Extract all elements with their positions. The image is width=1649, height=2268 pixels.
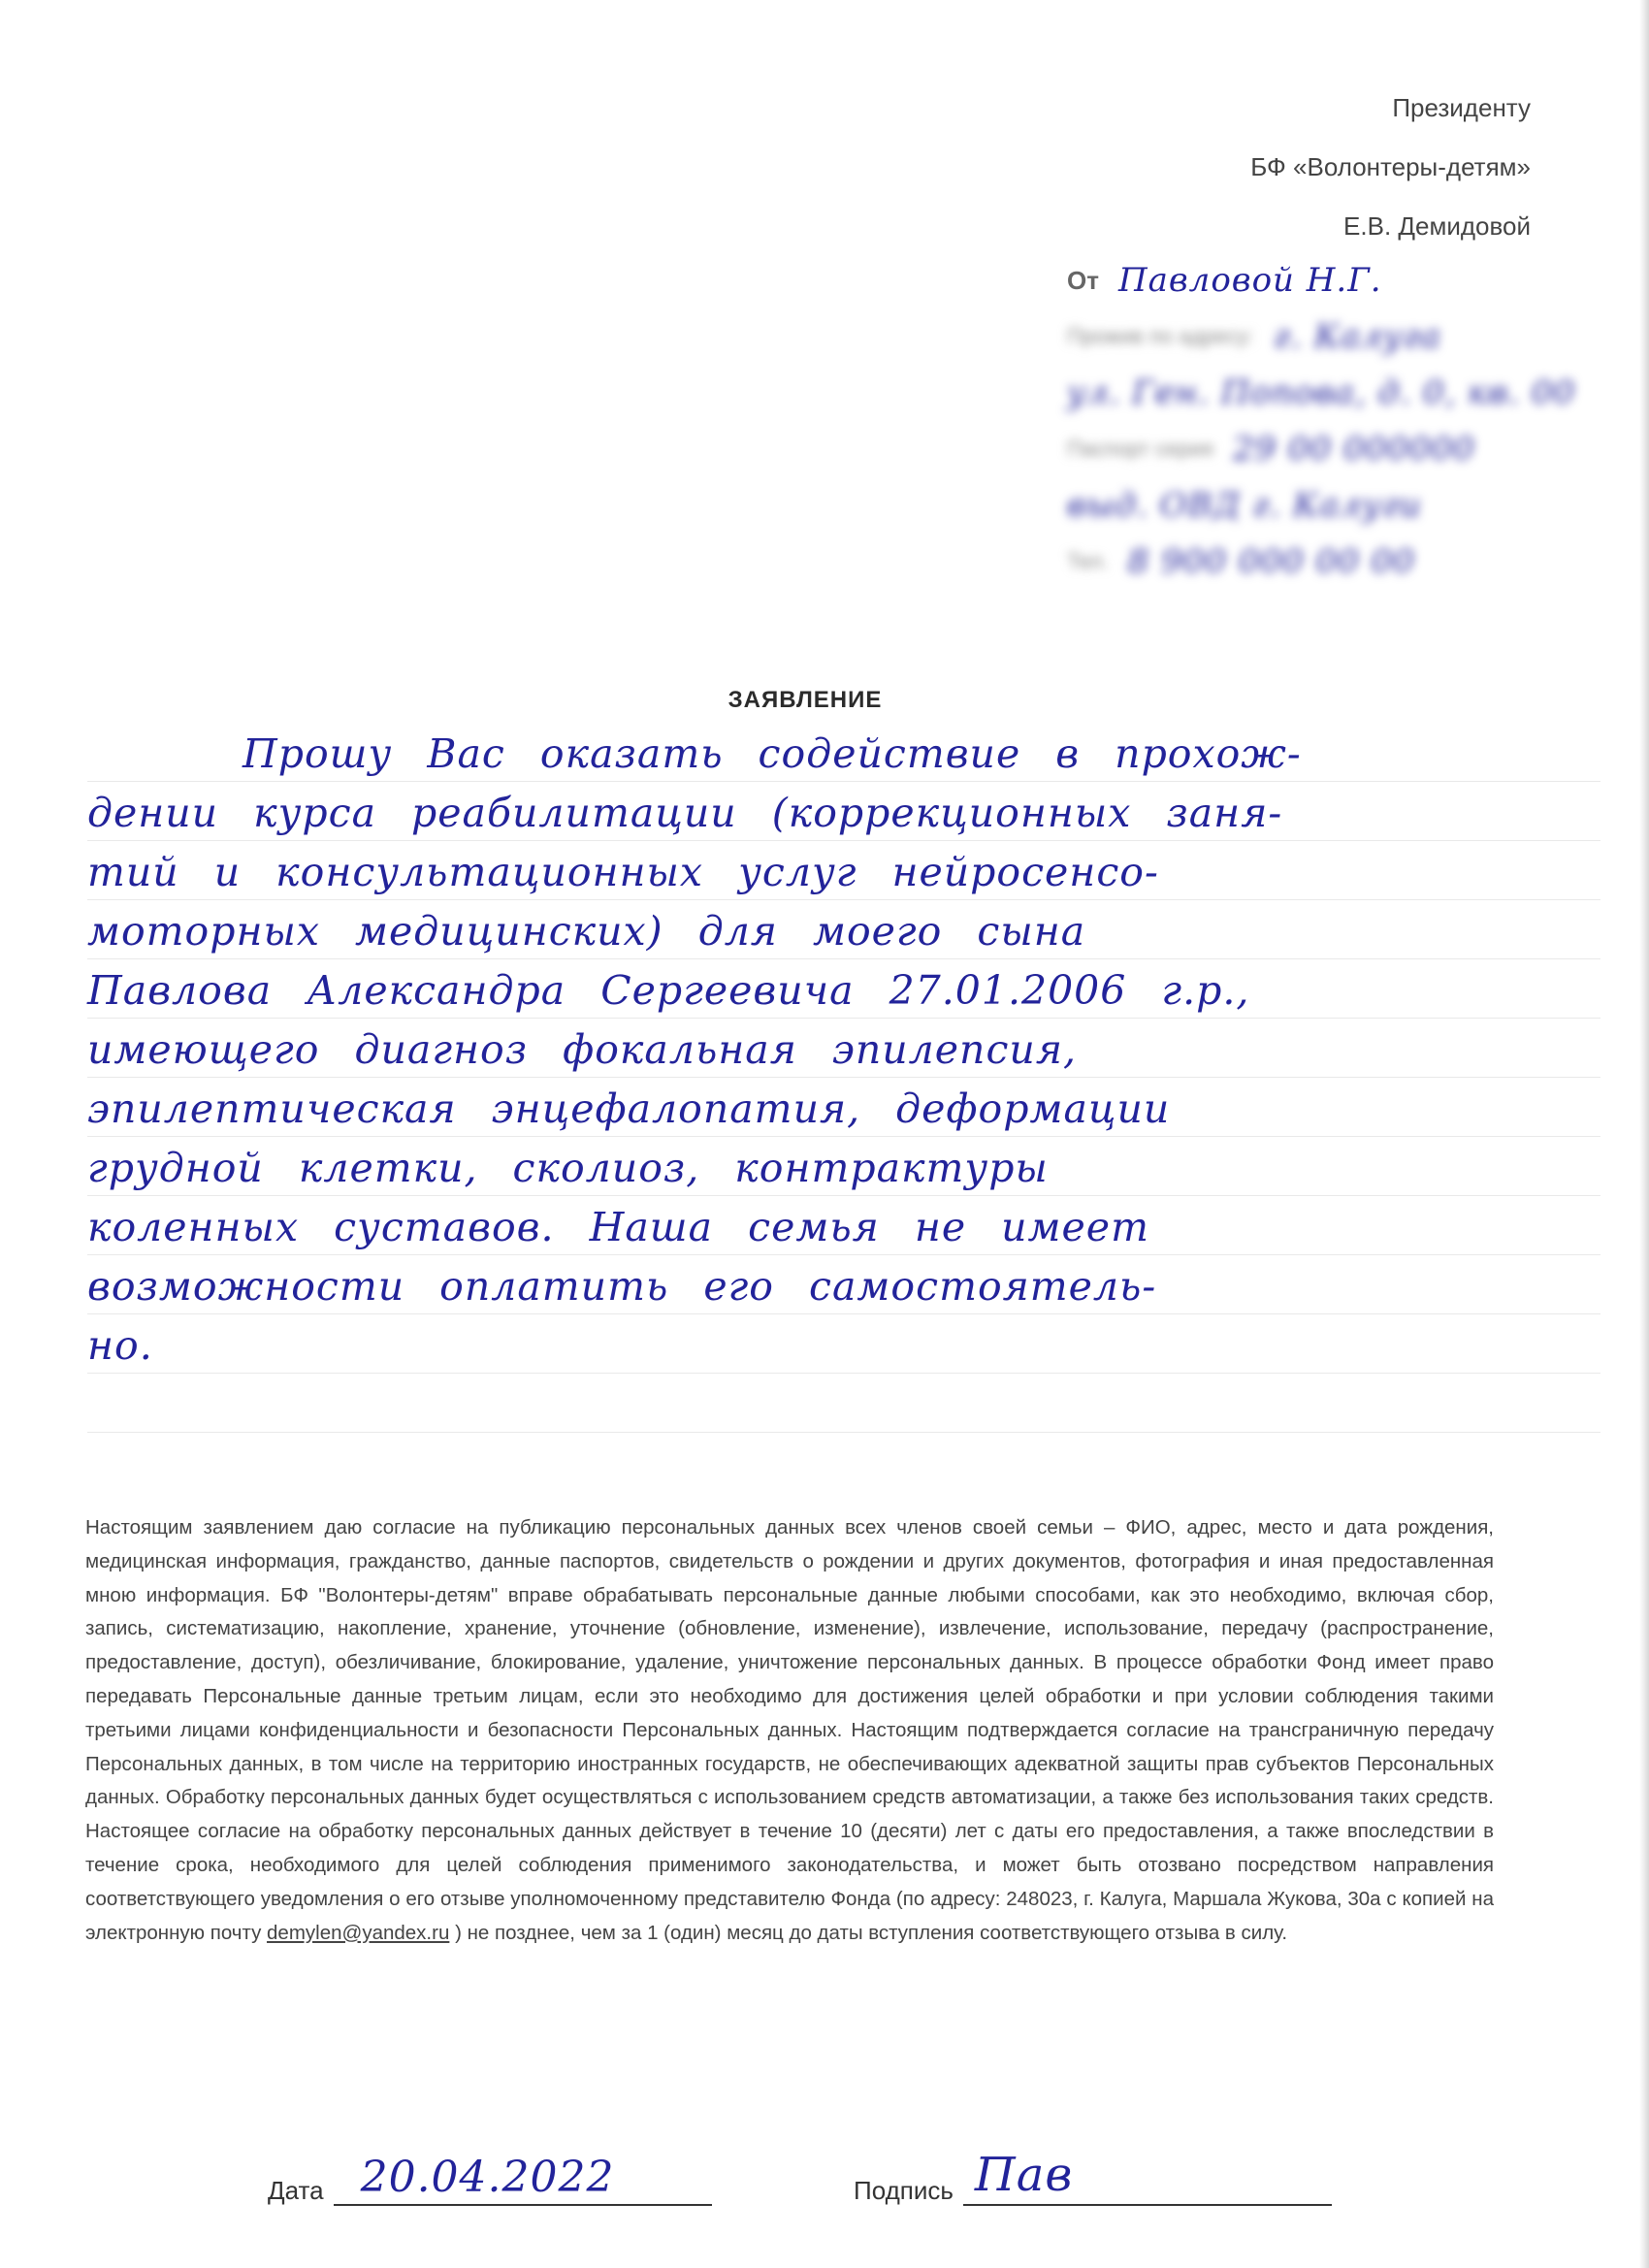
consent-text: Настоящим заявлением даю согласие на публикацию персональных данных всех членов своей семьи – ФИО, адрес, место и дата рождения, медицинская информация, гражданство, данные паспортов, свидетельств о рождении и других документов, фотография и иная предоставленная мною информация. БФ "Волонтеры-детям" вправе обрабатывать персональные данные любыми способами, как это необходимо, включая сбор, запись, систематизацию, накопление, хранение, уточнение (обновление, изменение), извлечение, использование, передачу (распространение, предоставление, доступ), обезличивание, блокирование, удаление, уничтожение персональных данных. В процессе обработки Фонд имеет право передавать Персональные данные третьим лицам, если это необходимо для достижения целей обработки и при условии соблюдения такими третьими лицами конфиденциальности и безопасности Персональных данных. Настоящим подтверждается согласие на трансграничную передачу Персональных данных, в том числе на территорию иностранных государств, не обеспечивающих адекватной защиты прав субъектов Персональных данных. Обработку персональных данных будет осуществляться с использованием средств автоматизации, а также без использования таких средств. Настоящее согласие на обработку персональных данных действует в течение 10 (десяти) лет с даты его предоставления, а также впоследствии в течение срока, необходимого для целей соблюдения применимого законодательства, и может быть отозвано посредством направления соответствующего уведомления о его отзыве уполномоченному представителю Фонда (по адресу: 248023, г. Калуга, Маршала Жукова, 30а с копией на электронную почту	[85, 1516, 1494, 1944]
statement-text: Прошу Вас оказать содействие в прохож-	[242, 730, 1302, 777]
passport-value-1: 29 00 000000	[1232, 430, 1475, 469]
addressee-name: Е.В. Демидовой	[1343, 211, 1531, 241]
sender-address-row	[1067, 308, 1571, 365]
document-title: ЗАЯВЛЕНИЕ	[728, 687, 883, 713]
statement-line	[87, 1196, 1600, 1255]
sender-block	[1067, 252, 1576, 590]
consent-email-link[interactable]: demylen@yandex.ru	[267, 1921, 450, 1944]
from-label: От	[1067, 265, 1099, 295]
date-label: Дата	[268, 2176, 324, 2205]
date-value: 20.04.2022	[360, 2153, 615, 2202]
scan-edge-shadow	[1639, 0, 1649, 2268]
statement-text: коленных суставов. Наша семья не имеет	[87, 1204, 1149, 1250]
statement-line	[87, 1019, 1600, 1078]
statement-body	[87, 723, 1600, 1433]
signature-field	[854, 2148, 1332, 2206]
sender-from-row	[1067, 252, 1571, 308]
statement-line	[87, 841, 1600, 900]
passport-label: Паспорт серия	[1067, 437, 1213, 461]
phone-label: Тел.	[1067, 549, 1109, 573]
statement-text: имеющего диагноз фокальная эпилепсия,	[87, 1026, 1077, 1073]
statement-text: но.	[87, 1322, 153, 1369]
sender-passport-row	[1067, 421, 1571, 477]
signature-label: Подпись	[854, 2176, 954, 2205]
consent-text-end: ) не позднее, чем за 1 (один) месяц до даты вступления соответствующего отзыва в силу.	[455, 1921, 1288, 1944]
statement-line	[87, 782, 1600, 841]
signature-row	[0, 2142, 1649, 2219]
statement-text: дении курса реабилитации (коррекционных заня-	[87, 790, 1283, 836]
date-line	[334, 2153, 712, 2206]
statement-line	[87, 1314, 1600, 1374]
phone-value: 8 900 000 00 00	[1127, 542, 1415, 581]
statement-text: Павлова Александра Сергеевича 27.01.2006 г.р.,	[87, 967, 1250, 1014]
address-value-2: ул. Ген. Попова, д. 0, кв. 00	[1067, 373, 1576, 412]
address-label: Прожив по адресу:	[1067, 324, 1254, 348]
statement-text: моторных медицинских) для моего сына	[87, 908, 1086, 955]
passport-value-2: выд. ОВД г. Калуги	[1067, 486, 1422, 525]
signature-line	[963, 2148, 1332, 2206]
addressee-title: Президенту	[1392, 93, 1531, 122]
statement-text: тий и консультационных услуг нейросенсо-	[87, 849, 1159, 895]
address-value-1: г. Калуга	[1273, 317, 1441, 356]
signature-value: Пав	[974, 2148, 1074, 2202]
consent-paragraph	[85, 1511, 1494, 1950]
sender-passport-row-2	[1067, 477, 1571, 534]
sender-address-row-2	[1067, 365, 1576, 421]
statement-text: грудной клетки, сколиоз, контрактуры	[87, 1145, 1049, 1191]
statement-line	[87, 1078, 1600, 1137]
statement-text: эпилептическая энцефалопатия, деформации	[87, 1085, 1171, 1132]
date-field	[268, 2153, 712, 2206]
statement-text: возможности оплатить его самостоятель-	[87, 1263, 1157, 1310]
statement-line	[87, 723, 1600, 782]
from-value: Павловой Н.Г.	[1117, 261, 1382, 300]
statement-line	[87, 1137, 1600, 1196]
statement-line	[87, 900, 1600, 959]
sender-redacted-details	[1067, 308, 1576, 590]
statement-line	[87, 1255, 1600, 1314]
addressee-organization: БФ «Волонтеры-детям»	[1250, 152, 1531, 181]
statement-line	[87, 959, 1600, 1019]
statement-blank-line	[87, 1374, 1600, 1433]
sender-phone-row	[1067, 534, 1571, 590]
